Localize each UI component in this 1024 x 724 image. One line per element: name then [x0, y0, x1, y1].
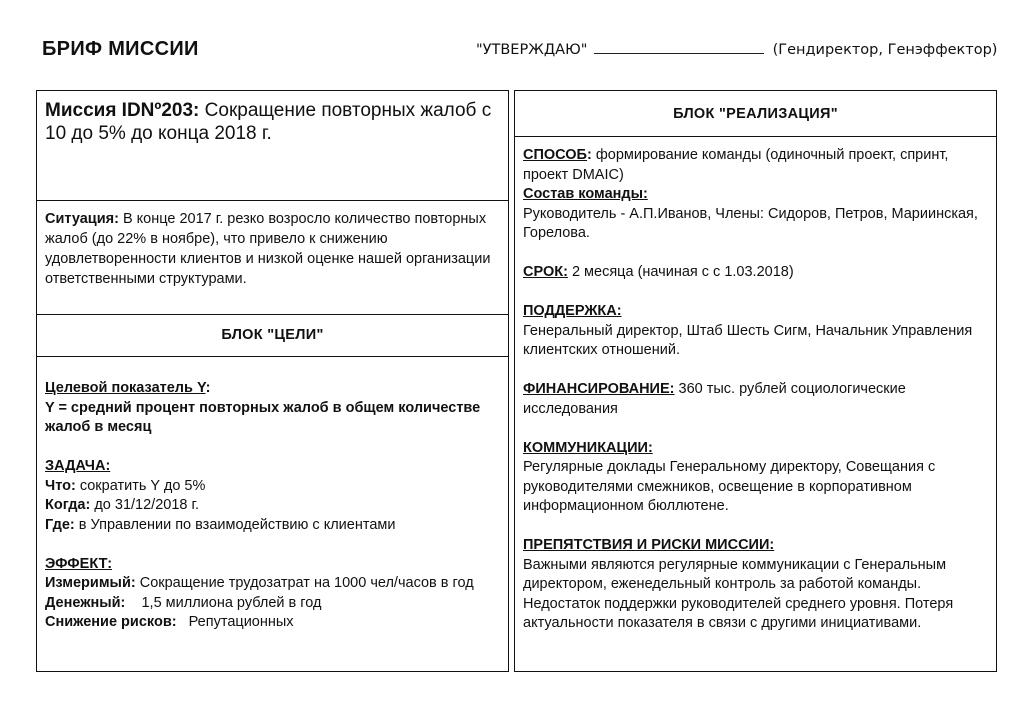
method-colon: : [586, 147, 592, 163]
goals-block-body [37, 357, 508, 671]
target-colon: : [205, 380, 211, 396]
monetary-value: 1,5 миллиона рублей в год [129, 594, 322, 611]
mission-label: Миссия IDNº203: [45, 100, 200, 121]
what-value: сократить Y до 5% [79, 477, 206, 494]
monetary-label: Денежный: [45, 594, 126, 611]
situation-text: В конце 2017 г. резко возросло количество повторных жалоб (до 22% в ноябре), что привело к снижению удовлетворенности клиентов и низкой оценке нашей организации ответственными структурами. [45, 211, 491, 287]
risks-label: ПРЕПЯТСТВИЯ И РИСКИ МИССИИ: [523, 537, 775, 553]
method-label: СПОСОБ [523, 147, 587, 163]
finance-value: 360 тыс. рублей социологические исследования [523, 381, 906, 417]
situation-section [37, 201, 508, 315]
measurable-label: Измеримый: [45, 575, 136, 591]
realization-block-title: БЛОК "РЕАЛИЗАЦИЯ" [673, 106, 838, 122]
realization-block-body [515, 137, 996, 671]
term-label: СРОК: [523, 264, 568, 280]
target-heading: Целевой показатель Y [45, 380, 206, 396]
finance-label: ФИНАНСИРОВАНИЕ: [523, 381, 675, 397]
when-value: до 31/12/2018 г. [94, 497, 200, 513]
realization-block-header [515, 91, 996, 137]
goals-block-header [37, 315, 508, 357]
support-value: Генеральный директор, Штаб Шесть Сигм, Начальник Управления клиентских отношений. [523, 322, 973, 358]
what-label: Что: [45, 477, 76, 494]
risk-reduction-value: Репутационных [180, 614, 294, 630]
task-heading: ЗАДАЧА: [45, 458, 111, 474]
measurable-value: Сокращение трудозатрат на 1000 чел/часов в год [139, 575, 474, 591]
risk-reduction-label: Снижение рисков: [45, 614, 177, 630]
approval-line [476, 39, 997, 58]
support-label: ПОДДЕРЖКА: [523, 303, 622, 319]
method-value: формирование команды (одиночный проект, спринт, проект DMAIC) [523, 147, 949, 183]
where-value: в Управлении по взаимодействию с клиентами [78, 516, 396, 533]
mission-section [37, 91, 508, 201]
effect-heading: ЭФФЕКТ: [45, 555, 113, 572]
signature-line [594, 39, 764, 54]
communications-value: Регулярные доклады Генеральному директору, Совещания с руководителями смежников, освещение в корпоративном информационном бюллютене. [523, 459, 936, 514]
right-column [514, 90, 997, 672]
goals-block-title: БЛОК "ЦЕЛИ" [221, 327, 324, 343]
situation-label: Ситуация: [45, 211, 119, 227]
team-label: Состав команды: [523, 186, 648, 202]
mission-text: Сокращение повторных жалоб с 10 до 5% до конца 2018 г. [45, 100, 492, 144]
approval-label: "УТВЕРЖДАЮ" [476, 42, 588, 58]
document-title: БРИФ МИССИИ [42, 38, 199, 60]
left-column [36, 90, 509, 672]
communications-label: КОММУНИКАЦИИ: [523, 439, 653, 456]
where-label: Где: [45, 516, 75, 533]
risks-value: Важными являются регулярные коммуникации с Генеральным директором, еженедельный контроль за работой команды. Недостаток поддержки руководителей среднего уровня. Потеря актуальности показателя в связи с другими инициативами. [523, 556, 954, 631]
target-text: Y = средний процент повторных жалоб в общем количестве жалоб в месяц [45, 399, 481, 435]
team-value: Руководитель - А.П.Иванов, Члены: Сидоров, Петров, Мариинская, Горелова. [523, 205, 978, 241]
approval-roles: (Гендиректор, Генэффектор) [772, 42, 998, 58]
term-value: 2 месяца (начиная с с 1.03.2018) [571, 264, 794, 280]
when-label: Когда: [45, 497, 91, 513]
